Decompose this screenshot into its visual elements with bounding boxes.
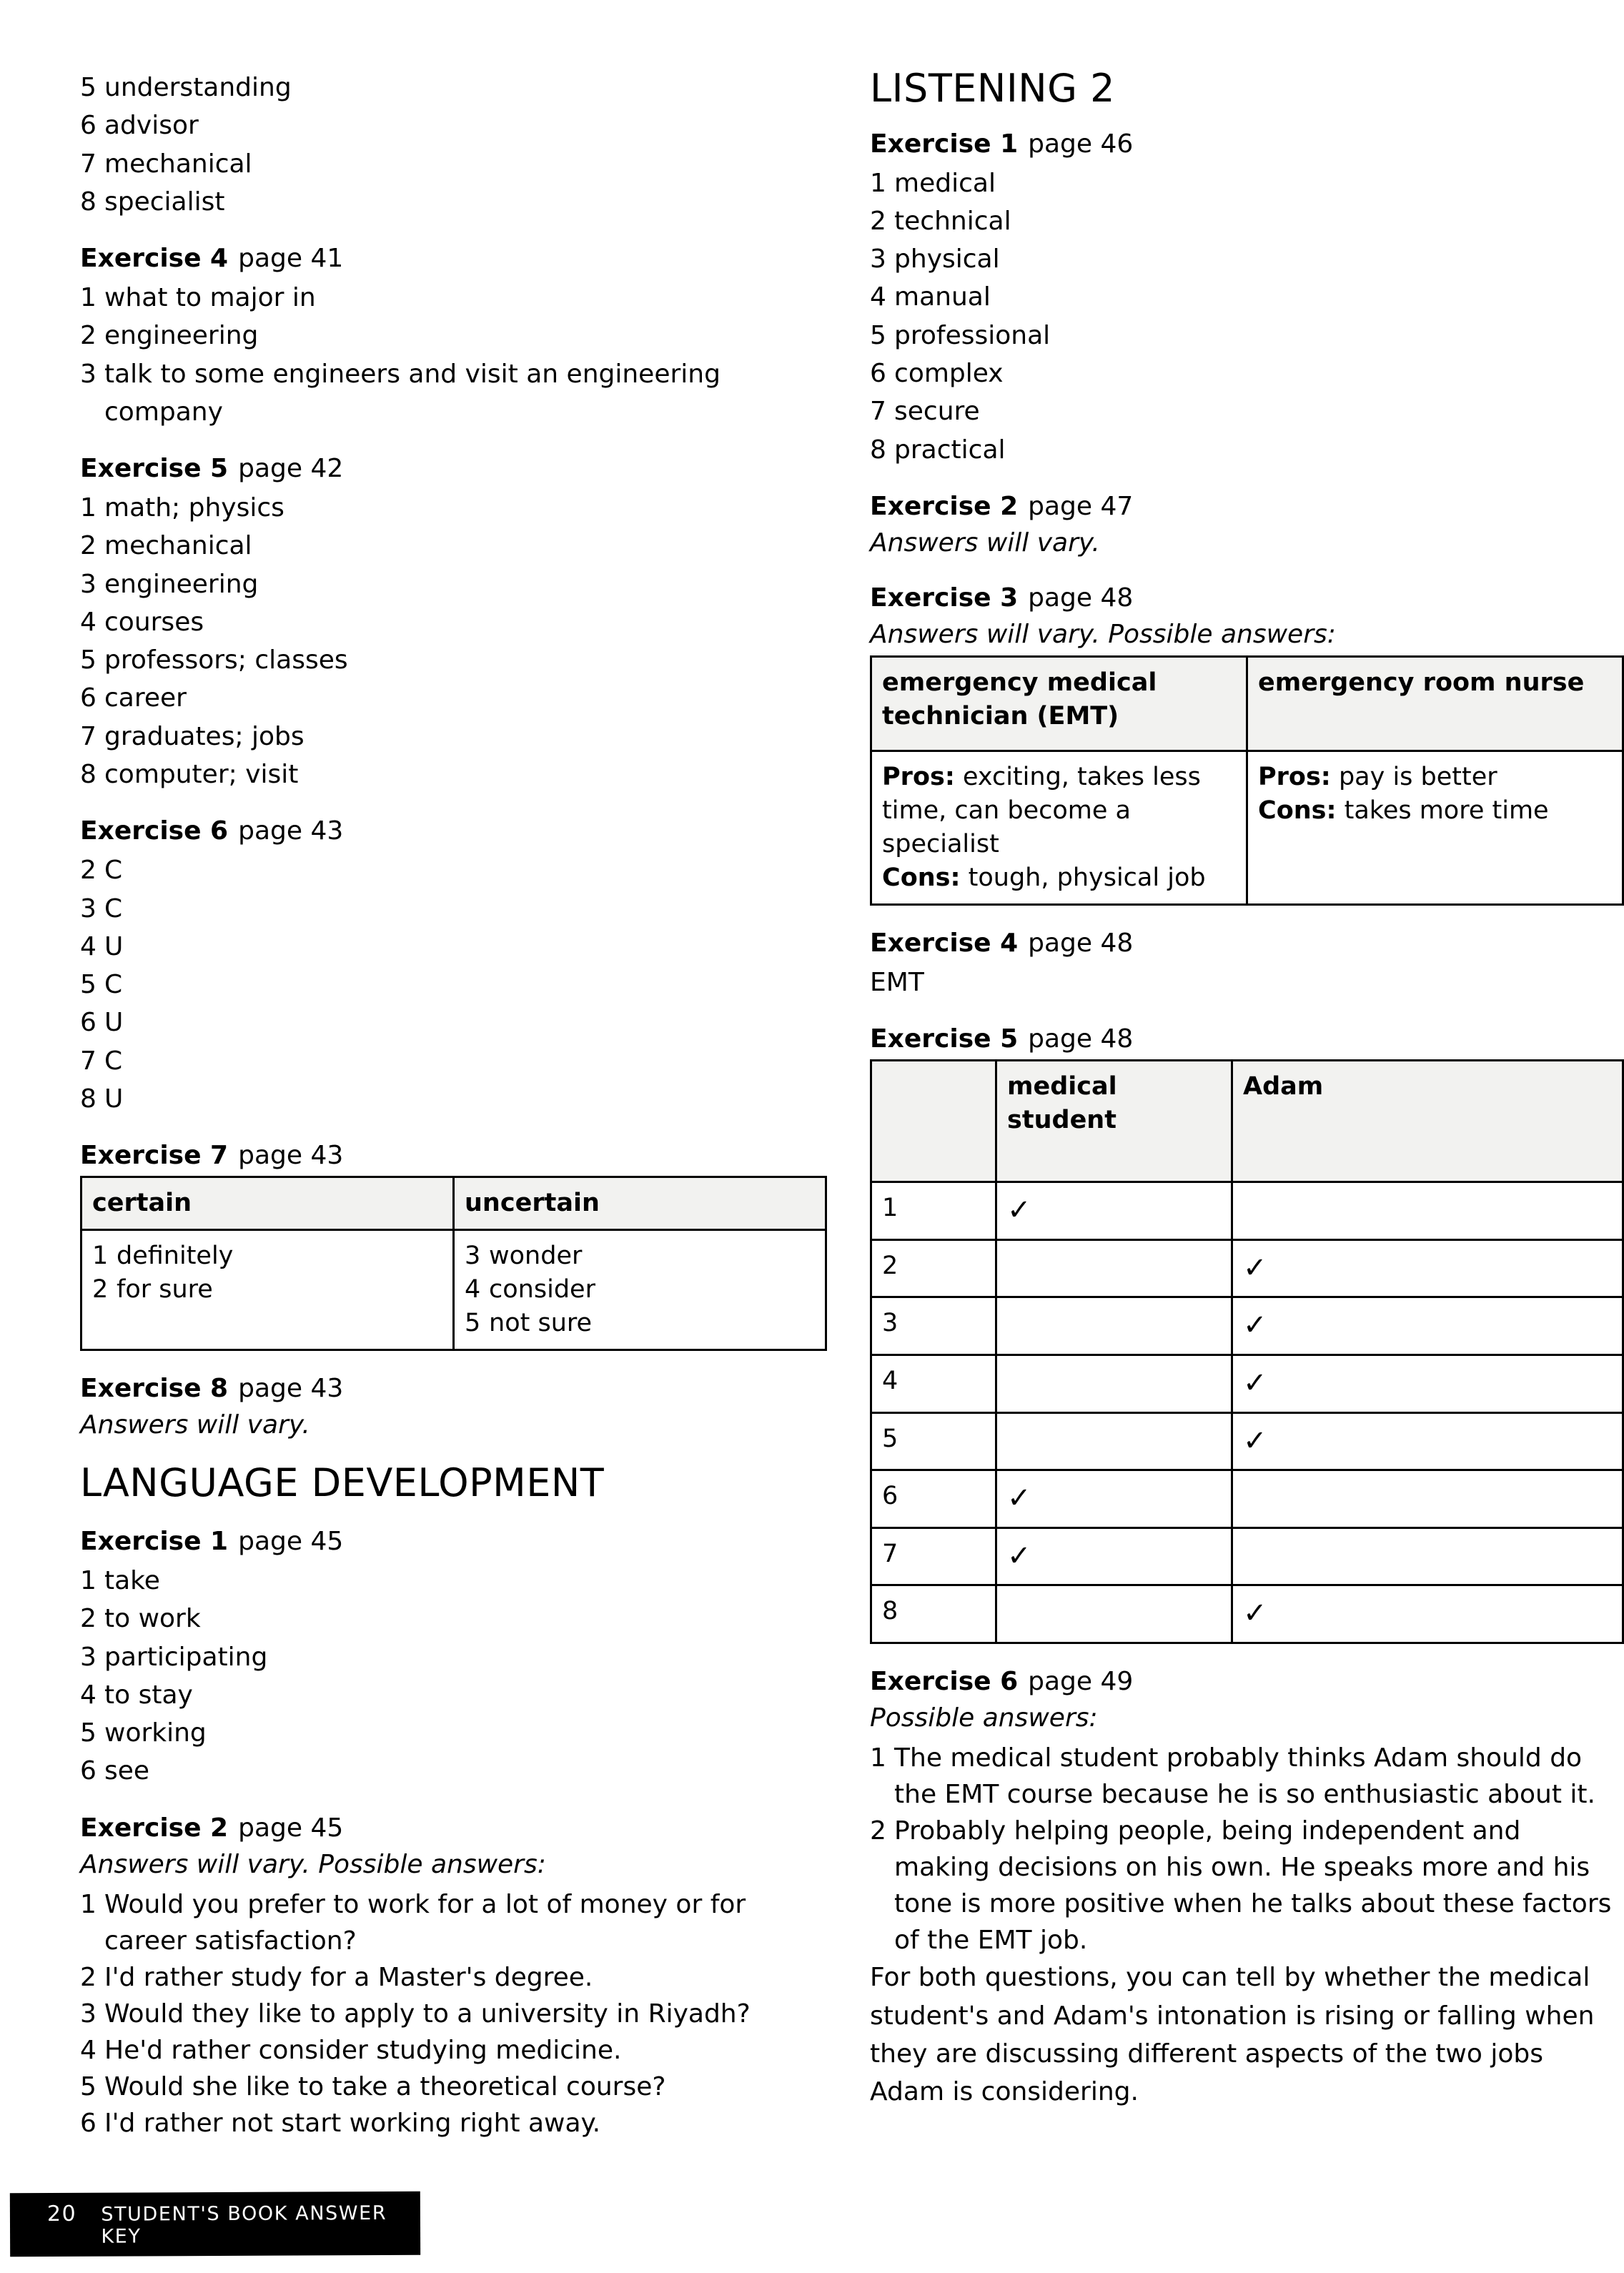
exercise-4-heading — [80, 242, 827, 274]
item-number: 5 — [80, 645, 96, 675]
list-item — [80, 1638, 827, 1676]
item-number: 3 — [80, 1642, 96, 1672]
list-item — [80, 1600, 827, 1638]
list-item — [80, 1886, 827, 1959]
list-item — [870, 1813, 1624, 1958]
r-exercise-3-heading — [870, 582, 1624, 614]
list-item — [465, 1239, 815, 1273]
exercise-page-ref: page 48 — [1028, 1024, 1134, 1054]
row-number: 1 — [871, 1182, 996, 1240]
item-number: 6 — [870, 359, 886, 389]
item-text: math; physics — [104, 493, 284, 523]
adam-check — [1232, 1527, 1623, 1585]
medical-student-check: ✓ — [996, 1470, 1232, 1528]
item-text: not sure — [489, 1308, 593, 1337]
item-text: U — [104, 931, 124, 961]
list-item — [80, 1714, 827, 1752]
item-number: 6 — [80, 111, 96, 141]
speaker-checkmark-table — [870, 1059, 1624, 1644]
r-exercise-6-answers — [870, 1740, 1624, 1959]
row-number: 6 — [871, 1470, 996, 1528]
item-number: 2 — [80, 856, 96, 886]
item-text: advisor — [104, 111, 199, 141]
item-text: mechanical — [104, 149, 252, 179]
item-text: specialist — [104, 187, 225, 217]
item-number: 1 — [80, 493, 96, 523]
exercise-label: Exercise 6 — [870, 1666, 1019, 1696]
item-number: 3 — [80, 569, 96, 599]
exercise-page-ref: page 46 — [1028, 129, 1134, 159]
column-header-certain: certain — [81, 1177, 454, 1230]
exercise-6-heading — [80, 815, 827, 847]
medical-student-check — [996, 1355, 1232, 1413]
table-row — [81, 1230, 826, 1350]
table-header-row — [81, 1177, 826, 1230]
list-item — [870, 202, 1624, 240]
item-text: take — [104, 1566, 160, 1596]
exercise-5-answers — [80, 489, 827, 793]
item-text: career — [104, 683, 187, 713]
item-number: 8 — [80, 1084, 96, 1114]
item-text: C — [104, 856, 123, 886]
item-number: 5 — [80, 1718, 96, 1748]
list-item — [80, 851, 827, 889]
item-text: manual — [894, 282, 991, 312]
table-row — [871, 1585, 1623, 1643]
item-number: 2 — [870, 1816, 886, 1846]
list-item — [870, 1740, 1624, 1813]
item-text: to work — [104, 1604, 201, 1634]
list-item — [465, 1273, 815, 1307]
exercise-7-heading — [80, 1139, 827, 1172]
list-item — [80, 1080, 827, 1118]
item-number: 6 — [80, 1756, 96, 1786]
item-number: 3 — [80, 359, 96, 389]
item-number: 4 — [870, 282, 886, 312]
item-text: C — [104, 970, 123, 1000]
certain-cell — [81, 1230, 454, 1350]
medical-student-check — [996, 1239, 1232, 1297]
exercise-label: Exercise 7 — [80, 1141, 229, 1171]
item-number: 4 — [80, 607, 96, 637]
item-text: working — [104, 1718, 207, 1748]
item-text: professors; classes — [104, 645, 348, 675]
item-number: 2 — [80, 1604, 96, 1634]
list-item — [80, 1562, 827, 1600]
item-text: secure — [894, 397, 980, 427]
item-text: graduates; jobs — [104, 721, 304, 751]
exercise-label: Exercise 5 — [870, 1024, 1019, 1054]
row-number: 2 — [871, 1239, 996, 1297]
adam-check: ✓ — [1232, 1239, 1623, 1297]
ld-exercise-2-answers — [80, 1886, 827, 2142]
exercise-4-answers — [80, 279, 827, 431]
medical-student-check — [996, 1412, 1232, 1470]
table-row — [871, 1297, 1623, 1355]
r-exercise-6-closing-paragraph: For both questions, you can tell by whether the medical student's and Adam's intonation is rising or falling when they are discussing different aspects of the two jobs Adam is considering. — [870, 1963, 1595, 2107]
list-item — [870, 392, 1624, 430]
list-item — [870, 355, 1624, 392]
adam-check: ✓ — [1232, 1412, 1623, 1470]
item-text: see — [104, 1756, 150, 1786]
list-item — [80, 928, 827, 966]
pros-text: exciting, takes less time, can become a specialist — [882, 763, 1201, 859]
item-number: 3 — [870, 244, 886, 274]
exercise-page-ref: page 43 — [238, 1141, 344, 1171]
item-text: for sure — [117, 1274, 213, 1304]
item-number: 3 — [465, 1242, 481, 1270]
table-row — [871, 1470, 1623, 1528]
item-number: 7 — [870, 397, 886, 427]
adam-check: ✓ — [1232, 1355, 1623, 1413]
cons-line — [882, 861, 1236, 895]
exercise-label: Exercise 4 — [80, 244, 229, 274]
list-item — [80, 279, 827, 317]
list-item — [80, 1004, 827, 1041]
table-row — [871, 1239, 1623, 1297]
list-item — [80, 2069, 827, 2105]
list-item — [870, 164, 1624, 202]
row-number: 7 — [871, 1527, 996, 1585]
item-number: 7 — [80, 1046, 96, 1076]
table-row — [871, 1527, 1623, 1585]
item-text: participating — [104, 1642, 268, 1672]
continued-answer-list — [80, 69, 827, 221]
exercise-label: Exercise 5 — [80, 454, 229, 484]
item-text: understanding — [104, 73, 292, 102]
list-item — [80, 890, 827, 928]
list-item — [80, 641, 827, 679]
cons-text: tough, physical job — [960, 863, 1206, 893]
exercise-page-ref: page 43 — [238, 816, 344, 846]
list-item — [80, 1959, 827, 1996]
medical-student-check — [996, 1297, 1232, 1355]
item-text: medical — [894, 168, 996, 198]
adam-check: ✓ — [1232, 1297, 1623, 1355]
item-text: professional — [894, 320, 1051, 350]
pros-line — [1258, 761, 1612, 794]
item-text: consider — [489, 1274, 595, 1304]
left-column — [80, 69, 827, 2141]
list-item — [80, 756, 827, 793]
item-number: 6 — [80, 683, 96, 713]
list-item — [80, 489, 827, 527]
exercise-label: Exercise 2 — [870, 491, 1019, 521]
item-text: Would they like to apply to a university in Riyadh? — [104, 1999, 751, 2029]
item-text: He'd rather consider studying medicine. — [104, 2035, 622, 2065]
r-exercise-5-heading — [870, 1023, 1624, 1055]
emt-proscons-cell — [871, 751, 1247, 905]
pros-text: pay is better — [1330, 763, 1497, 792]
list-item — [80, 2032, 827, 2069]
list-item — [80, 1996, 827, 2032]
list-item — [92, 1239, 442, 1273]
exercise-page-ref: page 48 — [1028, 583, 1134, 613]
item-number: 7 — [80, 149, 96, 179]
item-number: 2 — [80, 321, 96, 351]
exercise-page-ref: page 49 — [1028, 1666, 1134, 1696]
item-text: technical — [894, 206, 1011, 236]
list-item — [465, 1307, 815, 1340]
r-exercise-4-answer: EMT — [870, 967, 924, 997]
item-number: 5 — [465, 1308, 481, 1337]
exercise-page-ref: page 48 — [1028, 928, 1134, 958]
column-header-emt: emergency medical technician (EMT) — [871, 657, 1247, 751]
item-text: engineering — [104, 321, 259, 351]
column-header-adam: Adam — [1232, 1061, 1623, 1182]
item-text: I'd rather not start working right away. — [104, 2109, 601, 2139]
item-number: 1 — [870, 168, 886, 198]
exercise-label: Exercise 1 — [80, 1527, 229, 1557]
exercise-label: Exercise 3 — [870, 583, 1019, 613]
table-row — [871, 751, 1623, 905]
medical-student-check: ✓ — [996, 1182, 1232, 1240]
item-number: 2 — [870, 206, 886, 236]
item-text: to stay — [104, 1680, 193, 1710]
listening-2-title: LISTENING 2 — [870, 66, 1116, 111]
list-item — [80, 145, 827, 183]
uncertain-cell — [454, 1230, 826, 1350]
column-header-uncertain: uncertain — [454, 1177, 826, 1230]
list-item — [80, 355, 827, 432]
table-header-row — [871, 657, 1623, 751]
cons-label: Cons: — [1258, 796, 1337, 826]
item-number: 8 — [80, 187, 96, 217]
list-item — [80, 1676, 827, 1714]
list-item — [80, 2105, 827, 2141]
item-text: courses — [104, 607, 204, 637]
exercise-8-note: Answers will vary. — [80, 1410, 310, 1440]
certain-uncertain-table — [80, 1176, 827, 1351]
list-item — [80, 69, 827, 107]
footer-page-number: 20 — [46, 2201, 77, 2227]
item-text: wonder — [489, 1242, 583, 1270]
column-header-medical-student: medical student — [996, 1061, 1232, 1182]
item-number: 5 — [80, 2072, 96, 2102]
exercise-label: Exercise 6 — [80, 816, 229, 846]
item-text: U — [104, 1084, 124, 1114]
item-number: 6 — [80, 1008, 96, 1038]
exercise-label: Exercise 1 — [870, 129, 1019, 159]
item-text: talk to some engineers and visit an engineering company — [104, 359, 721, 427]
ld-exercise-2-heading — [80, 1812, 827, 1844]
table-row — [871, 1355, 1623, 1413]
item-number: 8 — [870, 435, 886, 465]
list-item — [870, 278, 1624, 316]
pros-line — [882, 761, 1236, 861]
item-number: 3 — [80, 893, 96, 923]
item-number: 6 — [80, 2109, 96, 2139]
ld-exercise-1-answers — [80, 1562, 827, 1791]
item-number: 5 — [870, 320, 886, 350]
r-exercise-6-note: Possible answers: — [870, 1703, 1098, 1733]
exercise-page-ref: page 43 — [238, 1373, 344, 1403]
exercise-8-heading — [80, 1372, 827, 1405]
row-number: 8 — [871, 1585, 996, 1643]
exercise-page-ref: page 42 — [238, 454, 344, 484]
r-exercise-4-heading — [870, 927, 1624, 959]
item-number: 4 — [80, 2035, 96, 2065]
item-number: 1 — [870, 1743, 886, 1773]
right-column — [870, 66, 1624, 2141]
item-text: physical — [894, 244, 1000, 274]
item-number: 2 — [92, 1274, 109, 1304]
list-item — [80, 1042, 827, 1080]
list-item — [80, 1752, 827, 1790]
item-number: 5 — [80, 73, 96, 102]
item-text: I'd rather study for a Master's degree. — [104, 1962, 593, 1992]
r-exercise-2-note: Answers will vary. — [870, 528, 1100, 558]
adam-check: ✓ — [1232, 1585, 1623, 1643]
list-item — [80, 718, 827, 756]
exercise-6-answers — [80, 851, 827, 1118]
cons-label: Cons: — [882, 863, 961, 893]
list-item — [80, 107, 827, 144]
adam-check — [1232, 1470, 1623, 1528]
exercise-5-heading — [80, 452, 827, 485]
pros-label: Pros: — [882, 763, 955, 792]
table-header-row — [871, 1061, 1623, 1182]
r-exercise-6-heading — [870, 1665, 1624, 1698]
page-footer — [10, 2192, 420, 2257]
item-text: U — [104, 1008, 124, 1038]
exercise-page-ref: page 41 — [238, 244, 344, 274]
column-header-nurse: emergency room nurse — [1247, 657, 1623, 751]
list-item — [80, 527, 827, 565]
cons-line — [1258, 794, 1612, 828]
row-number: 4 — [871, 1355, 996, 1413]
two-column-layout — [0, 66, 1624, 2141]
language-development-title: LANGUAGE DEVELOPMENT — [80, 1460, 605, 1506]
exercise-page-ref: page 45 — [238, 1813, 344, 1843]
table-row — [871, 1182, 1623, 1240]
item-number: 7 — [80, 721, 96, 751]
r-exercise-1-heading — [870, 128, 1624, 160]
item-text: mechanical — [104, 531, 252, 561]
list-item — [80, 183, 827, 221]
item-text: computer; visit — [104, 759, 299, 789]
r-exercise-1-answers — [870, 164, 1624, 469]
item-text: what to major in — [104, 283, 316, 313]
row-number: 3 — [871, 1297, 996, 1355]
item-number: 4 — [80, 931, 96, 961]
list-item — [870, 240, 1624, 278]
item-text: practical — [894, 435, 1006, 465]
item-number: 3 — [80, 1999, 96, 2029]
r-exercise-2-heading — [870, 490, 1624, 523]
item-number: 5 — [80, 970, 96, 1000]
exercise-page-ref: page 45 — [238, 1527, 344, 1557]
exercise-page-ref: page 47 — [1028, 491, 1134, 521]
item-text: C — [104, 893, 123, 923]
item-number: 1 — [80, 1889, 96, 1919]
column-header-blank — [871, 1061, 996, 1182]
item-text: definitely — [117, 1242, 234, 1270]
item-number: 1 — [92, 1242, 109, 1270]
pros-label: Pros: — [1258, 763, 1331, 792]
list-item — [870, 317, 1624, 355]
list-item — [80, 565, 827, 603]
ld-exercise-2-note: Answers will vary. Possible answers: — [80, 1849, 546, 1879]
item-number: 1 — [80, 283, 96, 313]
item-text: complex — [894, 359, 1004, 389]
exercise-label: Exercise 8 — [80, 1373, 229, 1403]
list-item — [80, 603, 827, 641]
item-number: 4 — [465, 1274, 481, 1304]
medical-student-check — [996, 1585, 1232, 1643]
item-text: C — [104, 1046, 123, 1076]
list-item — [80, 317, 827, 355]
exercise-label: Exercise 2 — [80, 1813, 229, 1843]
pros-cons-table — [870, 655, 1624, 906]
item-text: engineering — [104, 569, 259, 599]
row-number: 5 — [871, 1412, 996, 1470]
adam-check — [1232, 1182, 1623, 1240]
table-row — [871, 1412, 1623, 1470]
list-item — [870, 431, 1624, 469]
item-text: Would she like to take a theoretical course? — [104, 2072, 666, 2102]
item-number: 8 — [80, 759, 96, 789]
item-text: The medical student probably thinks Adam should do the EMT course because he is so enthusiastic about it. — [894, 1743, 1595, 1809]
list-item — [80, 679, 827, 717]
item-number: 1 — [80, 1566, 96, 1596]
footer-label: STUDENT'S BOOK ANSWER KEY — [101, 2202, 387, 2248]
nurse-proscons-cell — [1247, 751, 1623, 905]
list-item — [92, 1273, 442, 1307]
r-exercise-3-note: Answers will vary. Possible answers: — [870, 619, 1336, 649]
ld-exercise-1-heading — [80, 1525, 827, 1558]
item-number: 2 — [80, 1962, 96, 1992]
cons-text: takes more time — [1336, 796, 1549, 826]
item-number: 4 — [80, 1680, 96, 1710]
item-text: Would you prefer to work for a lot of money or for career satisfaction? — [104, 1889, 746, 1956]
item-number: 2 — [80, 531, 96, 561]
item-text: Probably helping people, being independent and making decisions on his own. He speaks more and his tone is more positive when he talks about these factors of the EMT job. — [894, 1816, 1612, 1956]
list-item — [80, 966, 827, 1004]
medical-student-check: ✓ — [996, 1527, 1232, 1585]
exercise-label: Exercise 4 — [870, 928, 1019, 958]
